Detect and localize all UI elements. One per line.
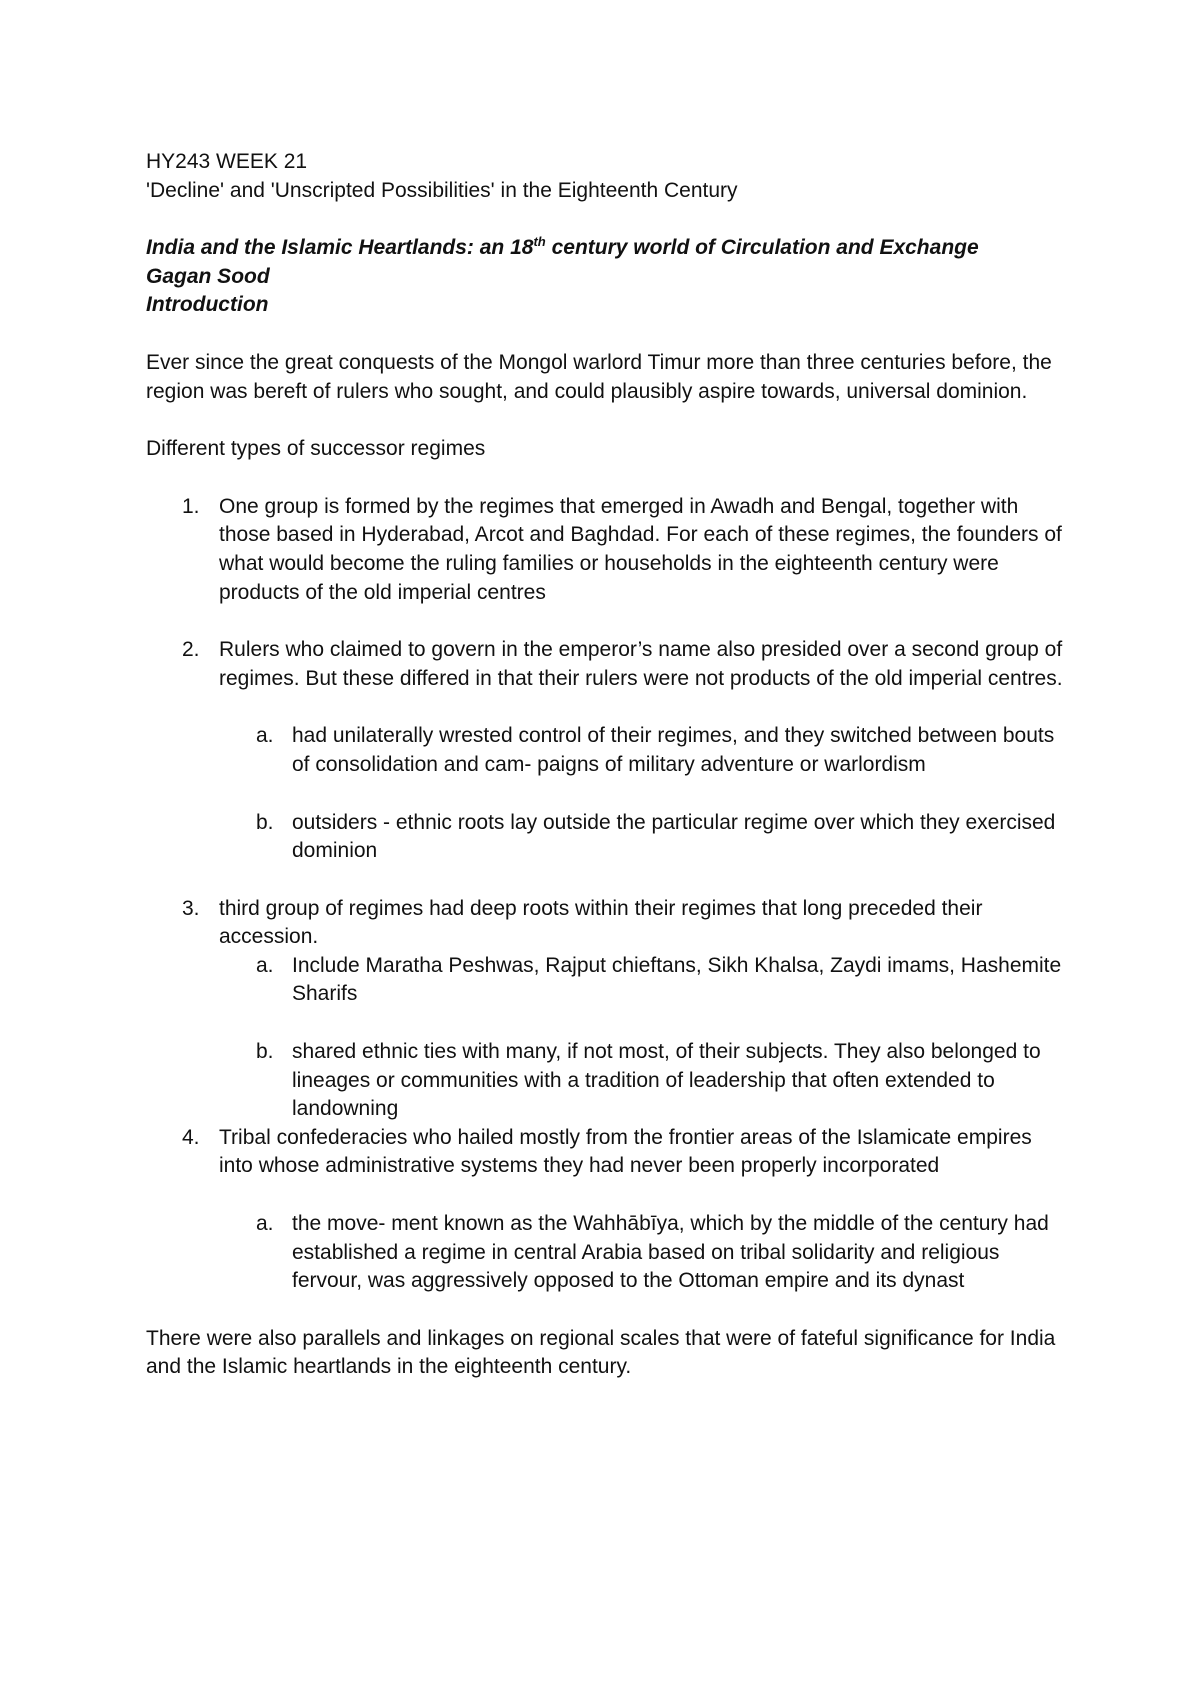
sub-item-text: had unilaterally wrested control of their regimes, and they switched between bouts of consolidation and cam- paigns of military adventure or warlordism xyxy=(292,724,1055,776)
list-item-text: third group of regimes had deep roots within their regimes that long preceded their accession. xyxy=(219,896,983,949)
list-item-text: Rulers who claimed to govern in the emperor’s name also presided over a second group of regimes. But these differed in that their rulers were not products of the old imperial centres. xyxy=(219,638,1063,690)
list-item-2 xyxy=(146,636,1066,693)
sub-item-text: Include Maratha Peshwas, Rajput chieftans, Sikh Khalsa, Zaydi imams, Hashemite Sharifs xyxy=(292,953,1062,1006)
spacer xyxy=(146,1296,1066,1325)
spacer xyxy=(146,1181,1066,1210)
list-item-3 xyxy=(146,895,1066,952)
list-item-4 xyxy=(146,1124,1066,1181)
spacer xyxy=(146,406,1066,435)
spacer xyxy=(146,866,1066,895)
reading-author: Gagan Sood xyxy=(146,264,270,288)
reading-title-superscript: th xyxy=(533,234,546,250)
intro-paragraph: Ever since the great conquests of the Mongol warlord Timur more than three centuries before, the region was bereft of rulers who sought, and could plausibly aspire towards, universal dominion. xyxy=(146,350,1052,403)
spacer xyxy=(146,464,1066,493)
sub-item-text: shared ethnic ties with many, if not most, of their subjects. They also belonged to lineages or communities with a tradition of leadership that often extended to landowning xyxy=(292,1040,1041,1121)
list-marker: 1. xyxy=(182,494,200,518)
spacer xyxy=(146,1009,1066,1038)
sub-marker: a. xyxy=(256,1212,274,1236)
list-marker: 4. xyxy=(182,1125,200,1149)
list-marker: 2. xyxy=(182,638,200,662)
sub-item-2b xyxy=(146,809,1066,866)
list-item-1 xyxy=(146,493,1066,607)
sub-marker: a. xyxy=(256,953,274,977)
closing-paragraph: There were also parallels and linkages on regional scales that were of fateful significance for India and the Islamic heartlands in the eighteenth century. xyxy=(146,1326,1056,1379)
reading-title-part2: century world of Circulation and Exchange xyxy=(545,236,979,260)
sub-marker: a. xyxy=(256,724,274,748)
sub-item-2a xyxy=(146,722,1066,779)
spacer xyxy=(146,320,1066,349)
sub-item-text: the move- ment known as the Wahhābīya, which by the middle of the century had established a regime in central Arabia based on tribal solidarity and religious fervour, was aggressively opposed to the Ottoman empire and its dynast xyxy=(292,1212,1049,1293)
list-item-text: Tribal confederacies who hailed mostly from the frontier areas of the Islamicate empires into whose administrative systems they had never been properly incorporated xyxy=(219,1125,1032,1178)
spacer xyxy=(146,780,1066,809)
section-heading: Introduction xyxy=(146,293,269,317)
spacer xyxy=(146,607,1066,636)
sub-item-text: outsiders - ethnic roots lay outside the particular regime over which they exercised dominion xyxy=(292,810,1056,863)
spacer xyxy=(146,205,1066,234)
list-item-text: One group is formed by the regimes that emerged in Awadh and Bengal, together with those based in Hyderabad, Arcot and Baghdad. For each of these regimes, the founders of what would become the ruling families or households in the eighteenth century were products of the old imperial centres xyxy=(219,494,1062,604)
week-subtitle: 'Decline' and 'Unscripted Possibilities' in the Eighteenth Century xyxy=(146,178,738,202)
sub-marker: b. xyxy=(256,1040,274,1064)
sub-item-4a xyxy=(146,1210,1066,1296)
reading-title xyxy=(146,234,1066,263)
spacer xyxy=(146,693,1066,722)
list-marker: 3. xyxy=(182,896,200,920)
document-body xyxy=(146,148,1066,1382)
reading-title-part1: India and the Islamic Heartlands: an 18 xyxy=(146,236,534,260)
sub-item-3a xyxy=(146,952,1066,1009)
sub-item-3b xyxy=(146,1038,1066,1124)
course-heading: HY243 WEEK 21 xyxy=(146,150,308,173)
list-heading: Different types of successor regimes xyxy=(146,437,486,461)
sub-marker: b. xyxy=(256,810,274,834)
